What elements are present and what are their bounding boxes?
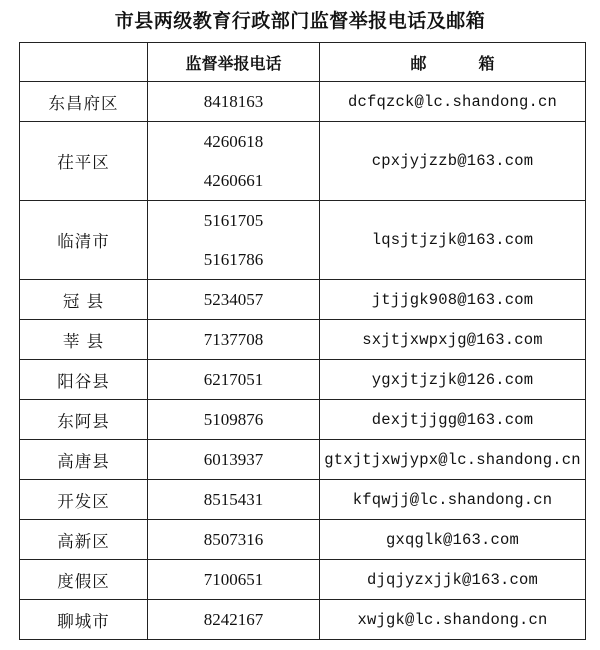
phone-number: 5109876 [203,410,264,429]
table-row [20,201,586,280]
phone-cell [148,360,320,400]
email-cell: xwjgk@lc.shandong.cn [320,600,586,640]
district-cell: 聊城市 [20,600,148,640]
phone-cell [148,201,320,280]
table-row [20,82,586,122]
table-body [20,82,586,640]
table-row [20,480,586,520]
email-cell: lqsjtjzjk@163.com [320,201,586,280]
table-row [20,560,586,600]
phone-number: 5161786 [203,250,264,269]
district-cell: 开发区 [20,480,148,520]
table-row [20,440,586,480]
district-cell: 莘 县 [20,320,148,360]
email-cell: sxjtjxwpxjg@163.com [320,320,586,360]
phone-number: 5234057 [203,290,264,309]
phone-number: 8515431 [203,490,264,509]
phone-column-header: 监督举报电话 [148,43,320,82]
phone-number: 7100651 [203,570,264,589]
table-header-row [20,43,586,82]
district-cell: 高唐县 [20,440,148,480]
phone-number: 6013937 [203,450,264,469]
table-row [20,520,586,560]
phone-number: 4260618 [203,132,264,151]
email-cell: dexjtjjgg@163.com [320,400,586,440]
table-row [20,320,586,360]
phone-cell [148,520,320,560]
table-row [20,280,586,320]
phone-cell [148,82,320,122]
phone-cell [148,400,320,440]
phone-cell [148,600,320,640]
email-column-header: 邮 箱 [320,43,586,82]
table-row [20,600,586,640]
phone-cell [148,122,320,201]
district-cell: 阳谷县 [20,360,148,400]
phone-number: 8418163 [203,92,264,111]
phone-cell [148,280,320,320]
phone-number: 6217051 [203,370,264,389]
email-cell: ygxjtjzjk@126.com [320,360,586,400]
phone-cell [148,480,320,520]
district-cell: 高新区 [20,520,148,560]
email-cell: dcfqzck@lc.shandong.cn [320,82,586,122]
contact-table [19,42,586,640]
email-cell: kfqwjj@lc.shandong.cn [320,480,586,520]
phone-number: 8242167 [203,610,264,629]
district-cell: 冠 县 [20,280,148,320]
page-title: 市县两级教育行政部门监督举报电话及邮箱 [114,10,486,32]
table-row [20,400,586,440]
phone-cell [148,320,320,360]
email-cell: gxqglk@163.com [320,520,586,560]
table-row [20,360,586,400]
phone-number: 4260661 [203,171,264,190]
phone-cell [148,560,320,600]
phone-cell [148,440,320,480]
phone-number: 7137708 [203,330,264,349]
district-cell: 东昌府区 [20,82,148,122]
email-cell: gtxjtjxwjypx@lc.shandong.cn [320,440,586,480]
district-cell: 东阿县 [20,400,148,440]
district-cell: 度假区 [20,560,148,600]
email-cell: djqjyzxjjk@163.com [320,560,586,600]
email-cell: jtjjgk908@163.com [320,280,586,320]
phone-number: 5161705 [203,211,264,230]
email-cell: cpxjyjzzb@163.com [320,122,586,201]
district-column-header [20,43,148,82]
phone-number: 8507316 [203,530,264,549]
table-row [20,122,586,201]
district-cell: 临清市 [20,201,148,280]
district-cell: 茌平区 [20,122,148,201]
